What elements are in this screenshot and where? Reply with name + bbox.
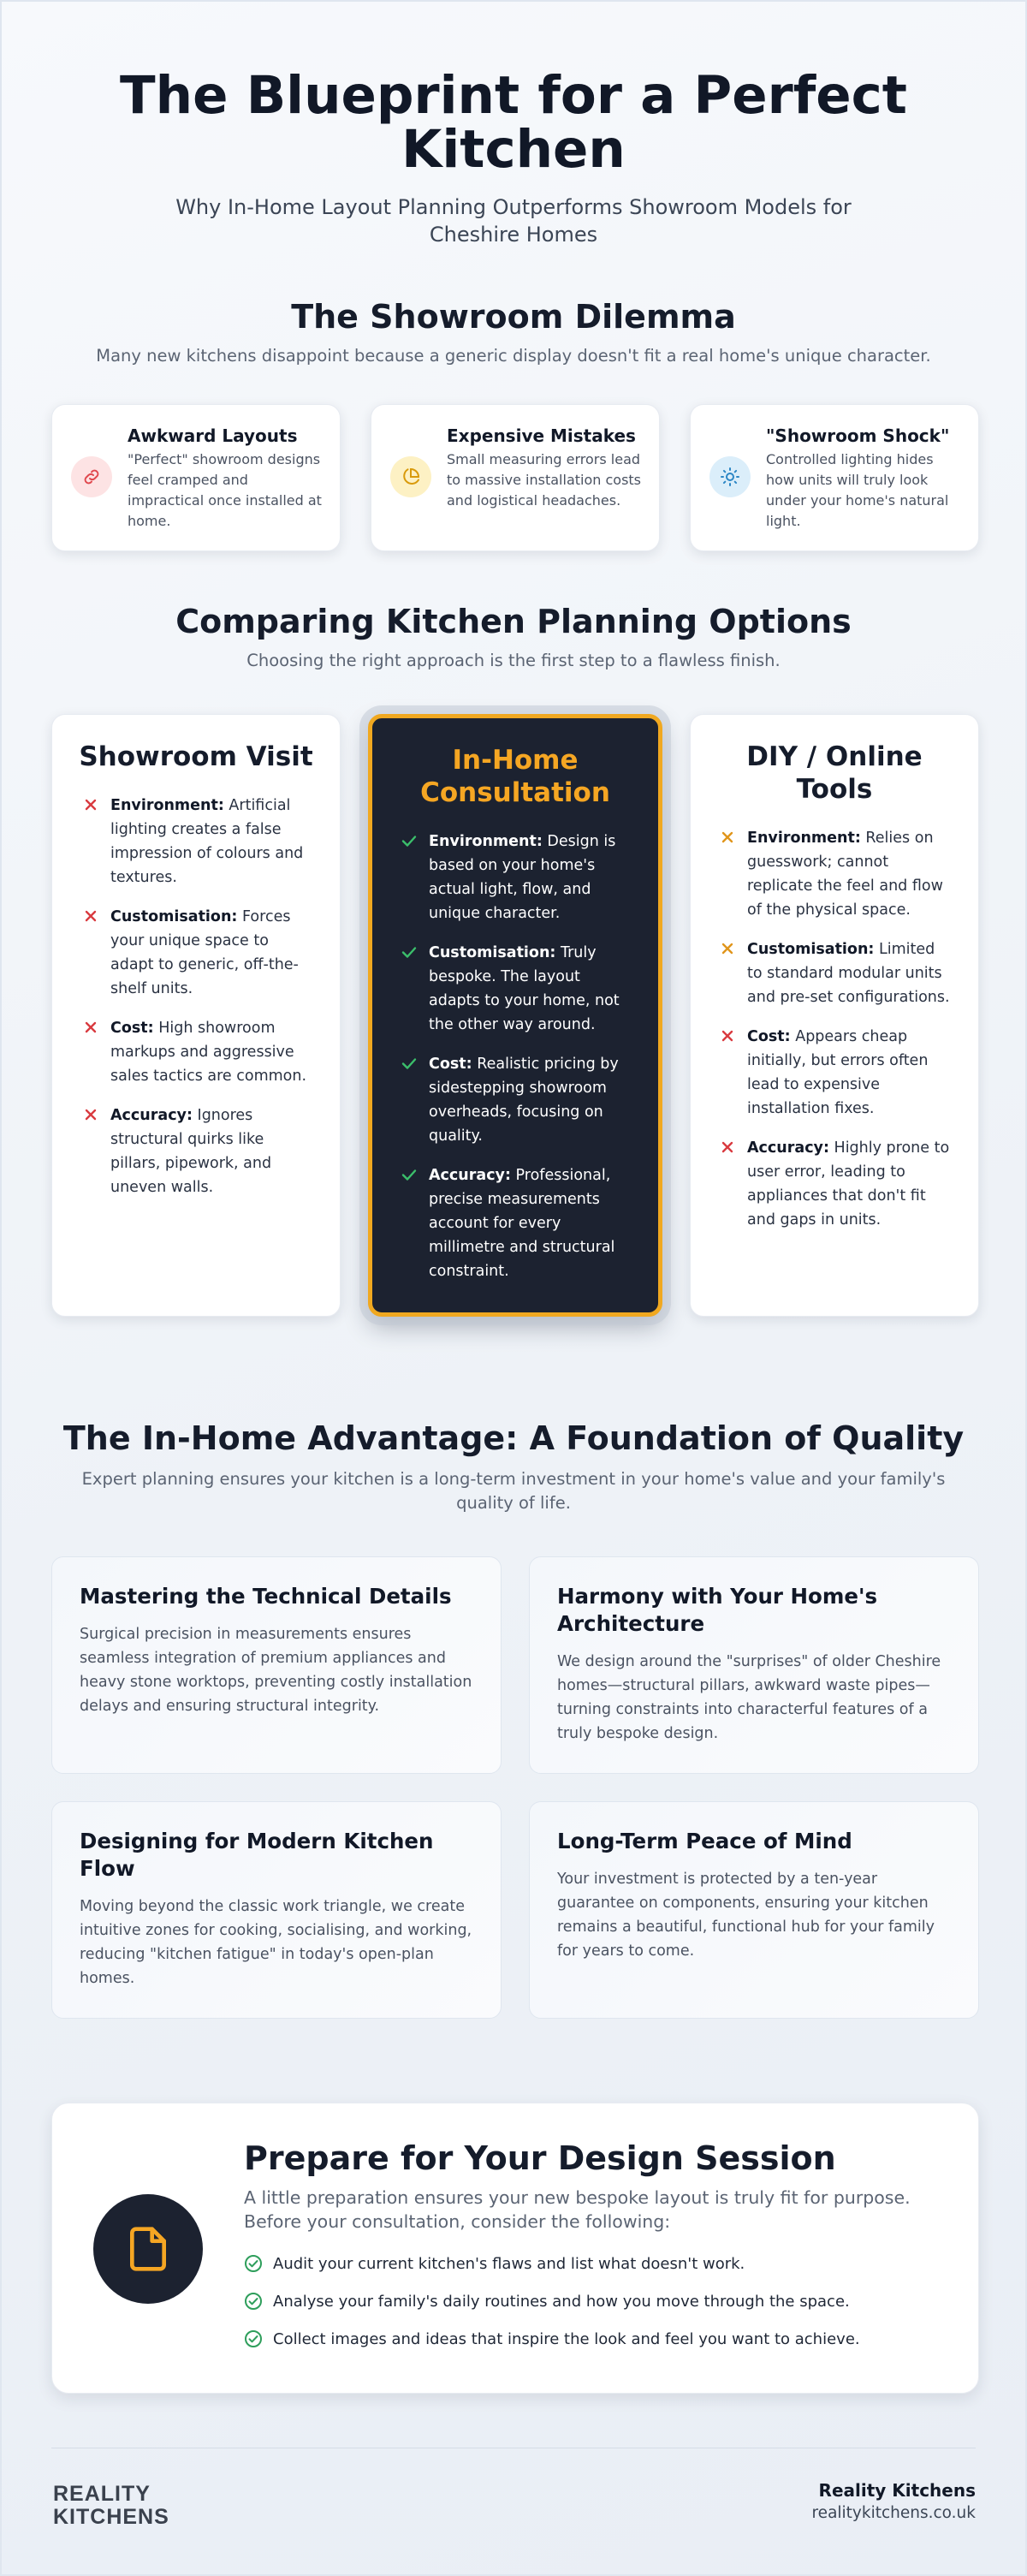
compare-item: Cost: High showroom markups and aggressive sales tactics are common. — [81, 1016, 314, 1088]
prepare-item: Audit your current kitchen's flaws and list what doesn't work. — [244, 2254, 745, 2273]
compare-list — [718, 826, 954, 1232]
compare-item: Cost: Realistic pricing by sidestepping showroom overheads, focusing on quality. — [400, 1052, 634, 1148]
advantage-title: The In-Home Advantage: A Foundation of Quality — [62, 1419, 965, 1457]
cross-icon — [81, 795, 100, 814]
footer-website-link[interactable]: realitykitchens.co.uk — [811, 2504, 976, 2522]
compare-card-diy — [690, 714, 979, 1317]
dilemma-card-showroom-shock — [690, 404, 979, 551]
compare-title: Comparing Kitchen Planning Options — [175, 603, 852, 640]
dilemma-title: The Showroom Dilemma — [291, 298, 736, 336]
dilemma-card-title: "Showroom Shock" — [766, 425, 950, 446]
compare-card-title: DIY / Online Tools — [746, 741, 923, 805]
compare-item: Accuracy: Ignores structural quirks like pillars, pipework, and uneven walls. — [81, 1104, 314, 1199]
cross-icon — [81, 1105, 100, 1124]
advantage-card-text: We design around the "surprises" of older Cheshire homes—structural pillars, awkward waste pipes—turning constraints into characterful features of a truly bespoke design. — [557, 1653, 941, 1742]
dilemma-card-expensive-mistakes — [371, 404, 660, 551]
cross-icon — [718, 828, 737, 847]
advantage-card — [51, 1556, 502, 1774]
advantage-card-title: Mastering the Technical Details — [80, 1584, 452, 1609]
compare-item: Accuracy: Professional, precise measurements account for every millimetre and structural constraint. — [400, 1163, 634, 1283]
check-circle-icon — [244, 2292, 263, 2311]
svg-text:KITCHENS: KITCHENS — [53, 2505, 169, 2528]
compare-item: Accuracy: Highly prone to user error, leading to appliances that don't fit and gaps in units. — [718, 1136, 954, 1232]
advantage-subtitle: Expert planning ensures your kitchen is a long-term investment in your home's value and your family's quality of life. — [81, 1469, 946, 1513]
prepare-item: Collect images and ideas that inspire the look and feel you want to achieve. — [244, 2329, 860, 2348]
page-subtitle: Why In-Home Layout Planning Outperforms Showroom Models for Cheshire Homes — [175, 195, 852, 247]
compare-item: Customisation: Truly bespoke. The layout adapts to your home, not the other way around. — [400, 941, 634, 1037]
compare-list — [81, 794, 314, 1199]
compare-card-title: In-Home Consultation — [420, 745, 610, 808]
dilemma-subtitle: Many new kitchens disappoint because a generic display doesn't fit a real home's unique character. — [96, 346, 931, 366]
compare-item: Customisation: Forces your unique space to adapt to generic, off-the-shelf units. — [81, 905, 314, 1001]
compare-item: Customisation: Limited to standard modular units and pre-set configurations. — [718, 937, 954, 1009]
compare-item: Environment: Design is based on your home's actual light, flow, and unique character. — [400, 830, 634, 925]
check-circle-icon — [244, 2254, 263, 2273]
cross-icon — [81, 907, 100, 925]
advantage-card — [51, 1801, 502, 2019]
check-icon — [400, 831, 419, 850]
compare-list — [400, 830, 634, 1283]
advantage-card-title: Harmony with Your Home's Architecture — [557, 1584, 878, 1636]
advantage-card-title: Long-Term Peace of Mind — [557, 1829, 852, 1853]
advantage-card-text: Your investment is protected by a ten-year guarantee on components, ensuring your kitchen remains a beautiful, functional hub for your family for years to come. — [557, 1871, 935, 1960]
compare-item: Cost: Appears cheap initially, but errors often lead to expensive installation fixes. — [718, 1025, 954, 1121]
document-icon — [93, 2194, 203, 2304]
advantage-card-title: Designing for Modern Kitchen Flow — [80, 1829, 434, 1881]
cross-icon — [718, 1026, 737, 1045]
check-icon — [400, 943, 419, 961]
svg-text:REALITY: REALITY — [53, 2482, 151, 2506]
check-circle-icon — [244, 2329, 263, 2348]
compare-item: Environment: Relies on guesswork; cannot replicate the feel and flow of the physical space. — [718, 826, 954, 922]
compare-item: Environment: Artificial lighting creates a false impression of colours and textures. — [81, 794, 314, 889]
advantage-card — [529, 1801, 979, 2019]
compare-subtitle: Choosing the right approach is the first step to a flawless finish. — [246, 651, 781, 670]
compare-card-showroom — [51, 714, 341, 1317]
dilemma-card-title: Expensive Mistakes — [447, 425, 636, 446]
pie-chart-icon — [390, 456, 431, 497]
cross-icon — [718, 939, 737, 958]
cross-icon — [81, 1018, 100, 1037]
advantage-card-text: Surgical precision in measurements ensures seamless integration of premium appliances and heavy stone worktops, preventing costly installation delays and ensuring structural integrity. — [80, 1626, 472, 1715]
dilemma-card-text: Controlled lighting hides how units will truly look under your home's natural light. — [766, 451, 949, 529]
compare-card-in-home — [368, 714, 662, 1317]
prepare-card — [51, 2103, 979, 2394]
footer-company-name: Reality Kitchens — [818, 2480, 976, 2501]
prepare-title: Prepare for Your Design Session — [244, 2139, 836, 2177]
advantage-card — [529, 1556, 979, 1774]
sun-icon — [709, 456, 751, 497]
check-icon — [400, 1054, 419, 1073]
check-icon — [400, 1165, 419, 1184]
link-icon — [71, 456, 112, 497]
reality-kitchens-logo — [53, 2480, 181, 2528]
dilemma-card-title: Awkward Layouts — [128, 425, 298, 446]
page-title: The Blueprint for a Perfect Kitchen — [120, 65, 907, 180]
prepare-item: Analyse your family's daily routines and how you move through the space. — [244, 2292, 850, 2311]
advantage-card-text: Moving beyond the classic work triangle, we create intuitive zones for cooking, socialising, and working, reducing "kitchen fatigue" in today's open-plan homes. — [80, 1898, 472, 1987]
cross-icon — [718, 1138, 737, 1157]
dilemma-card-text: Small measuring errors lead to massive installation costs and logistical headaches. — [447, 451, 642, 509]
compare-card-title: Showroom Visit — [79, 741, 313, 772]
dilemma-card-awkward-layouts — [51, 404, 341, 551]
prepare-text: A little preparation ensures your new bespoke layout is truly fit for purpose. Before your consultation, consider the following: — [244, 2187, 911, 2232]
dilemma-card-text: "Perfect" showroom designs feel cramped and impractical once installed at home. — [128, 451, 322, 529]
